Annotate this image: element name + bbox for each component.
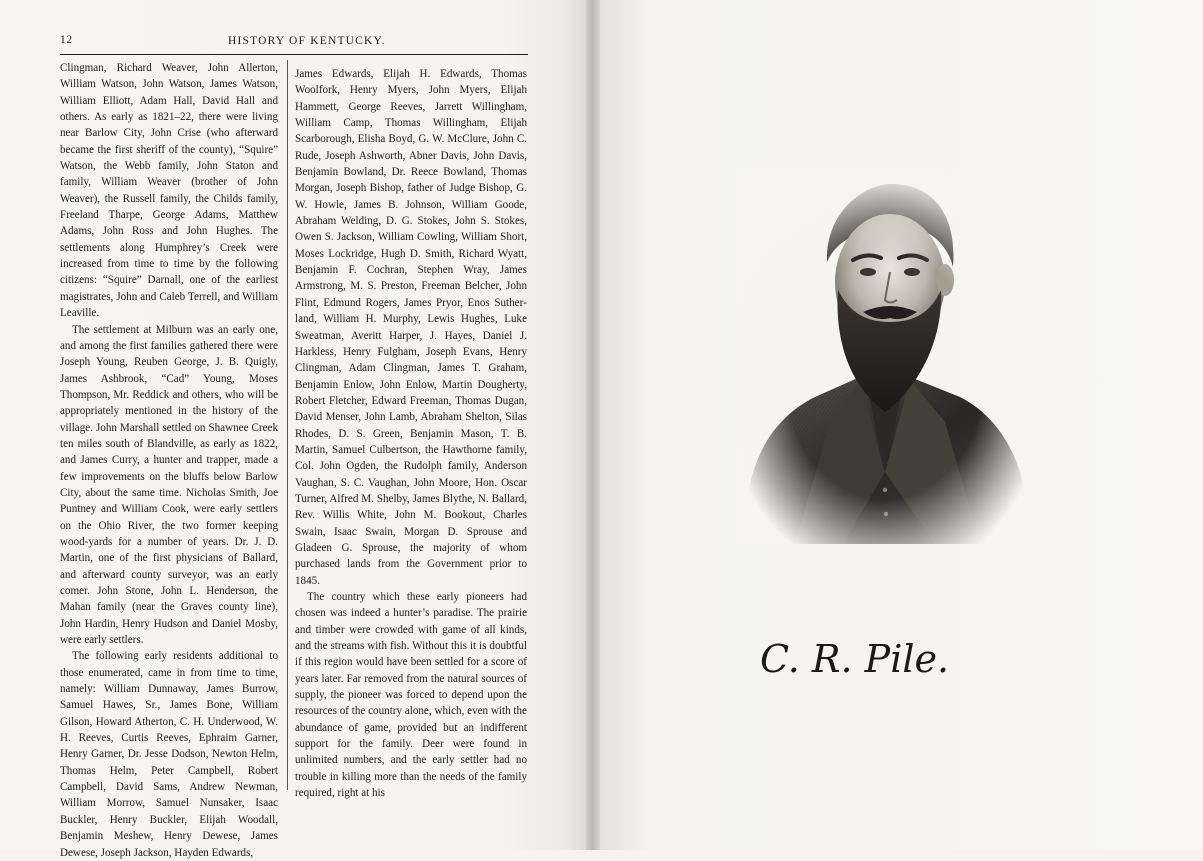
- running-title: HISTORY OF KENTUCKY.: [228, 35, 386, 47]
- signature: [760, 628, 980, 688]
- signature-text: C. R. Pile.: [760, 637, 950, 681]
- paragraph: The following early residents additional to those enumerated, came in from time to time, namely: William Dunnaway, James Burrow, Samuel Hawes, Sr., James Bone, William Gilson, Howard Atherton, C. H. Underwood, W. H. Reeves, Curtis Reeves, Ephraim Garner, Henry Garner, Dr. Jesse Dodson, Newton Helm, Thomas Helm, Peter Campbell, Robert Campbell, David Sams, Andrew Newman, William Morrow, Samuel Nunsaker, Isaac Buckler, Henry Buckler, Elijah Woodall, Benjamin Meshew, Henry Dewese, James Dewese, Joseph Jackson, Hayden Edwards,: [60, 650, 278, 859]
- page-number: 12: [60, 34, 73, 46]
- text-column-left: [60, 60, 278, 861]
- paragraph: James Edwards, Elijah H. Edwards, Thomas Woolfork, Henry Myers, John Myers, Elijah Hammett, George Reeves, Jarrett Willingham, William Camp, Thomas Willingham, Elijah Scarborough, Elisha Boyd, G. W. McClure, John C. Rude, Joseph Ashworth, Abner Davis, John Davis, Benjamin Bowland, Dr. Reece Bowland, Thomas Morgan, Joseph Bishop, father of Judge Bishop, G. W. Howle, James B. Johnson, William Goode, Abraham Welding, D. G. Stokes, John S. Stokes, Owen S. Jackson, William Cowling, William Short, Moses Lockridge, Hugh D. Smith, Richard Wyatt, Benjamin F. Cochran, Stephen Wray, James Armstrong, M. S. Preston, Freeman Belcher, John Flint, Edmund Rogers, James Pryor, Enos Sutherland, William H. Murphy, Lewis Hughes, Luke Sweatman, Averitt Harper, J. Hayes, Daniel J. Harkless, Henry Fulgham, Joseph Evans, Henry Clingman, Adam Clingman, James T. Graham, Benjamin Enlow, John Enlow, Martin Dougherty, Robert Fletcher, Edward Freeman, Thomas Dugan, David Menser, John Lamb, Abraham Shelton, Silas Rhodes, D. S. Green, Benjamin Mason, T. B. Martin, Samuel Culbertson, the Hawthorne family, Col. John Ogden, the Rudolph family, Anderson Vaughan, S. C. Vaughan, John Moore, Hon. Oscar Turner, Alfred M. Shelby, James Blythe, N. Ballard, Rev. Willis White, John M. Bookout, Charles Swain, Isaac Swain, Morgan D. Sprouse and Gladeen G. Sprouse, the majority of whom purchased lands from the Government prior to 1845.: [295, 68, 527, 587]
- paragraph: The country which these early pioneers had chosen was indeed a hunter’s paradise. The prairie and timber were crowded with game of all kinds, and the streams with fish. Without this it is doubtful if this region would have been settled for a score of years later. Far removed from the natural sources of supply, the pioneer was forced to depend upon the resources of the country alone, which, even with the abundance of game, provided but an indifferent support for the family. Deer were found in unlimited numbers, and the early settler had no trouble in killing more than the needs of the family required, right at his: [295, 591, 527, 800]
- left-page: [0, 0, 590, 859]
- paragraph: The settlement at Milburn was an early one, and among the first families gathered there were Joseph Young, Reuben George, J. B. Quigly, James Ashbrook, “Cad” Young, Moses Thompson, Mr. Reddick and others, who will be appropriately mentioned in the history of the village. John Marshall settled on Shawnee Creek ten miles south of Blandville, as early as 1822, and James Curry, a hunter and trapper, made a few improvements on the bluffs below Barlow City, about the same time. Nicholas Smith, Joe Puntney and William Cook, were early settlers on the Ohio River, the two former keeping wood-yards for a number of years. Dr. J. D. Martin, one of the first physicians of Ballard, and afterward county surveyor, was an early comer. John Stone, John L. Henderson, the Mahan family (near the Graves county line), John Hardin, Henry Hudson and Daniel Mosby, were early settlers.: [60, 323, 278, 647]
- book-gutter: [586, 0, 600, 850]
- portrait-engraving: [735, 172, 1035, 544]
- column-divider: [287, 60, 288, 790]
- text-column-right: [295, 66, 527, 801]
- running-head: [60, 34, 528, 52]
- paragraph: Clingman, Richard Weaver, John Allerton, William Watson, John Watson, James Watson, William Elliott, Adam Hall, David Hall and others. As early as 1821–22, there were living near Barlow City, John Crise (who afterward became the first sheriff of the county), “Squire” Watson, the Webb family, John Staton and family, William Weaver (brother of John Weaver), the Russell family, the Childs family, Freeland Tharpe, George Adams, Matthew Adams, John Ross and John Hughes. The settlements along Humphrey’s Creek were increased from time to time by the following citizens: “Squire” Darnall, one of the earliest magistrates, John and Caleb Terrell, and William Leaville.: [60, 62, 278, 320]
- header-rule: [60, 54, 528, 55]
